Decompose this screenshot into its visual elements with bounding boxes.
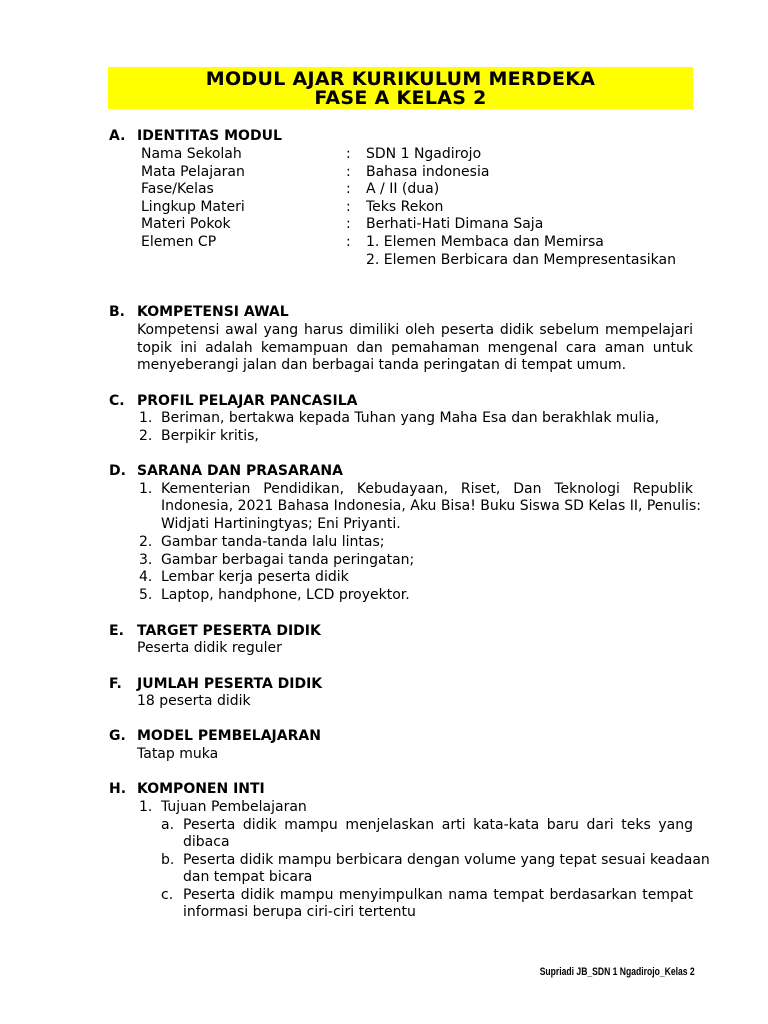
list-number: 1. xyxy=(139,799,153,815)
sub-heading: Tujuan Pembelajaran xyxy=(161,799,307,815)
section-c-letter: C. xyxy=(109,393,125,409)
list-item-line: informasi berupa ciri-ciri tertentu xyxy=(183,904,416,920)
identity-sep: : xyxy=(346,216,351,232)
title-banner xyxy=(108,67,693,109)
paragraph-line: topik ini adalah kemampuan dan pemahaman mengenal cara aman untuk xyxy=(137,340,693,356)
list-number: 2. xyxy=(139,534,153,550)
list-letter: c. xyxy=(161,887,174,903)
section-b-heading: KOMPETENSI AWAL xyxy=(137,304,289,320)
identity-label: Elemen CP xyxy=(141,234,217,250)
page-footer: Supriadi JB_SDN 1 Ngadirojo_Kelas 2 xyxy=(540,966,695,978)
identity-value: SDN 1 Ngadirojo xyxy=(366,146,482,162)
identity-value: A / II (dua) xyxy=(366,181,440,197)
section-g-text: Tatap muka xyxy=(137,746,219,762)
list-letter: b. xyxy=(161,852,175,868)
list-number: 1. xyxy=(139,481,153,497)
section-c-heading: PROFIL PELAJAR PANCASILA xyxy=(137,393,358,409)
list-item-line: Kementerian Pendidikan, Kebudayaan, Riset, Dan Teknologi Republik xyxy=(161,481,693,497)
paragraph-line: Kompetensi awal yang harus dimiliki oleh peserta didik sebelum mempelajari xyxy=(137,322,693,338)
section-a-heading: IDENTITAS MODUL xyxy=(137,128,282,144)
list-item-line: Peserta didik mampu menjelaskan arti kata-kata baru dari teks yang xyxy=(183,817,693,833)
section-g-letter: G. xyxy=(109,728,126,744)
identity-sep: : xyxy=(346,234,351,250)
identity-sep: : xyxy=(346,199,351,215)
list-item-line: Indonesia, 2021 Bahasa Indonesia, Aku Bisa! Buku Siswa SD Kelas II, Penulis: xyxy=(161,498,701,514)
section-f-letter: F. xyxy=(109,676,122,692)
title-line-1: MODUL AJAR KURIKULUM MERDEKA xyxy=(205,68,596,90)
identity-label: Lingkup Materi xyxy=(141,199,245,215)
list-letter: a. xyxy=(161,817,175,833)
identity-value: Teks Rekon xyxy=(366,199,444,215)
section-h-heading: KOMPONEN INTI xyxy=(137,781,265,797)
section-d-letter: D. xyxy=(109,463,126,479)
list-number: 1. xyxy=(139,410,153,426)
section-g-heading: MODEL PEMBELAJARAN xyxy=(137,728,321,744)
list-item: Gambar tanda-tanda lalu lintas; xyxy=(161,534,385,550)
identity-label: Materi Pokok xyxy=(141,216,231,232)
list-item: Beriman, bertakwa kepada Tuhan yang Maha Esa dan berakhlak mulia, xyxy=(161,410,660,426)
list-number: 5. xyxy=(139,587,153,603)
identity-value: Berhati-Hati Dimana Saja xyxy=(366,216,544,232)
list-item-line: Peserta didik mampu menyimpulkan nama tempat berdasarkan tempat xyxy=(183,887,693,903)
identity-label: Nama Sekolah xyxy=(141,146,242,162)
section-e-letter: E. xyxy=(109,623,124,639)
section-a-letter: A. xyxy=(109,128,126,144)
section-b-letter: B. xyxy=(109,304,125,320)
list-item-line: Widjati Hartiningtyas; Eni Priyanti. xyxy=(161,516,401,532)
identity-sep: : xyxy=(346,181,351,197)
section-d-heading: SARANA DAN PRASARANA xyxy=(137,463,343,479)
list-item: Lembar kerja peserta didik xyxy=(161,569,349,585)
list-item-line: dibaca xyxy=(183,834,230,850)
identity-sep: : xyxy=(346,164,351,180)
identity-value: 1. Elemen Membaca dan Memirsa xyxy=(366,234,604,250)
identity-label: Mata Pelajaran xyxy=(141,164,245,180)
section-f-text: 18 peserta didik xyxy=(137,693,251,709)
identity-label: Fase/Kelas xyxy=(141,181,214,197)
list-number: 4. xyxy=(139,569,153,585)
list-number: 3. xyxy=(139,552,153,568)
list-item-line: Peserta didik mampu berbicara dengan volume yang tepat sesuai keadaan xyxy=(183,852,710,868)
section-e-text: Peserta didik reguler xyxy=(137,640,282,656)
list-item: Gambar berbagai tanda peringatan; xyxy=(161,552,415,568)
section-h-letter: H. xyxy=(109,781,127,797)
identity-value-continued: 2. Elemen Berbicara dan Mempresentasikan xyxy=(366,252,676,268)
list-item: Berpikir kritis, xyxy=(161,428,259,444)
section-f-heading: JUMLAH PESERTA DIDIK xyxy=(137,676,323,692)
list-number: 2. xyxy=(139,428,153,444)
paragraph-line: menyeberangi jalan dan berbagai tanda peringatan di tempat umum. xyxy=(137,357,627,373)
identity-value: Bahasa indonesia xyxy=(366,164,490,180)
list-item-line: dan tempat bicara xyxy=(183,869,313,885)
list-item: Laptop, handphone, LCD proyektor. xyxy=(161,587,410,603)
identity-sep: : xyxy=(346,146,351,162)
section-e-heading: TARGET PESERTA DIDIK xyxy=(137,623,321,639)
title-line-2: FASE A KELAS 2 xyxy=(314,87,487,109)
